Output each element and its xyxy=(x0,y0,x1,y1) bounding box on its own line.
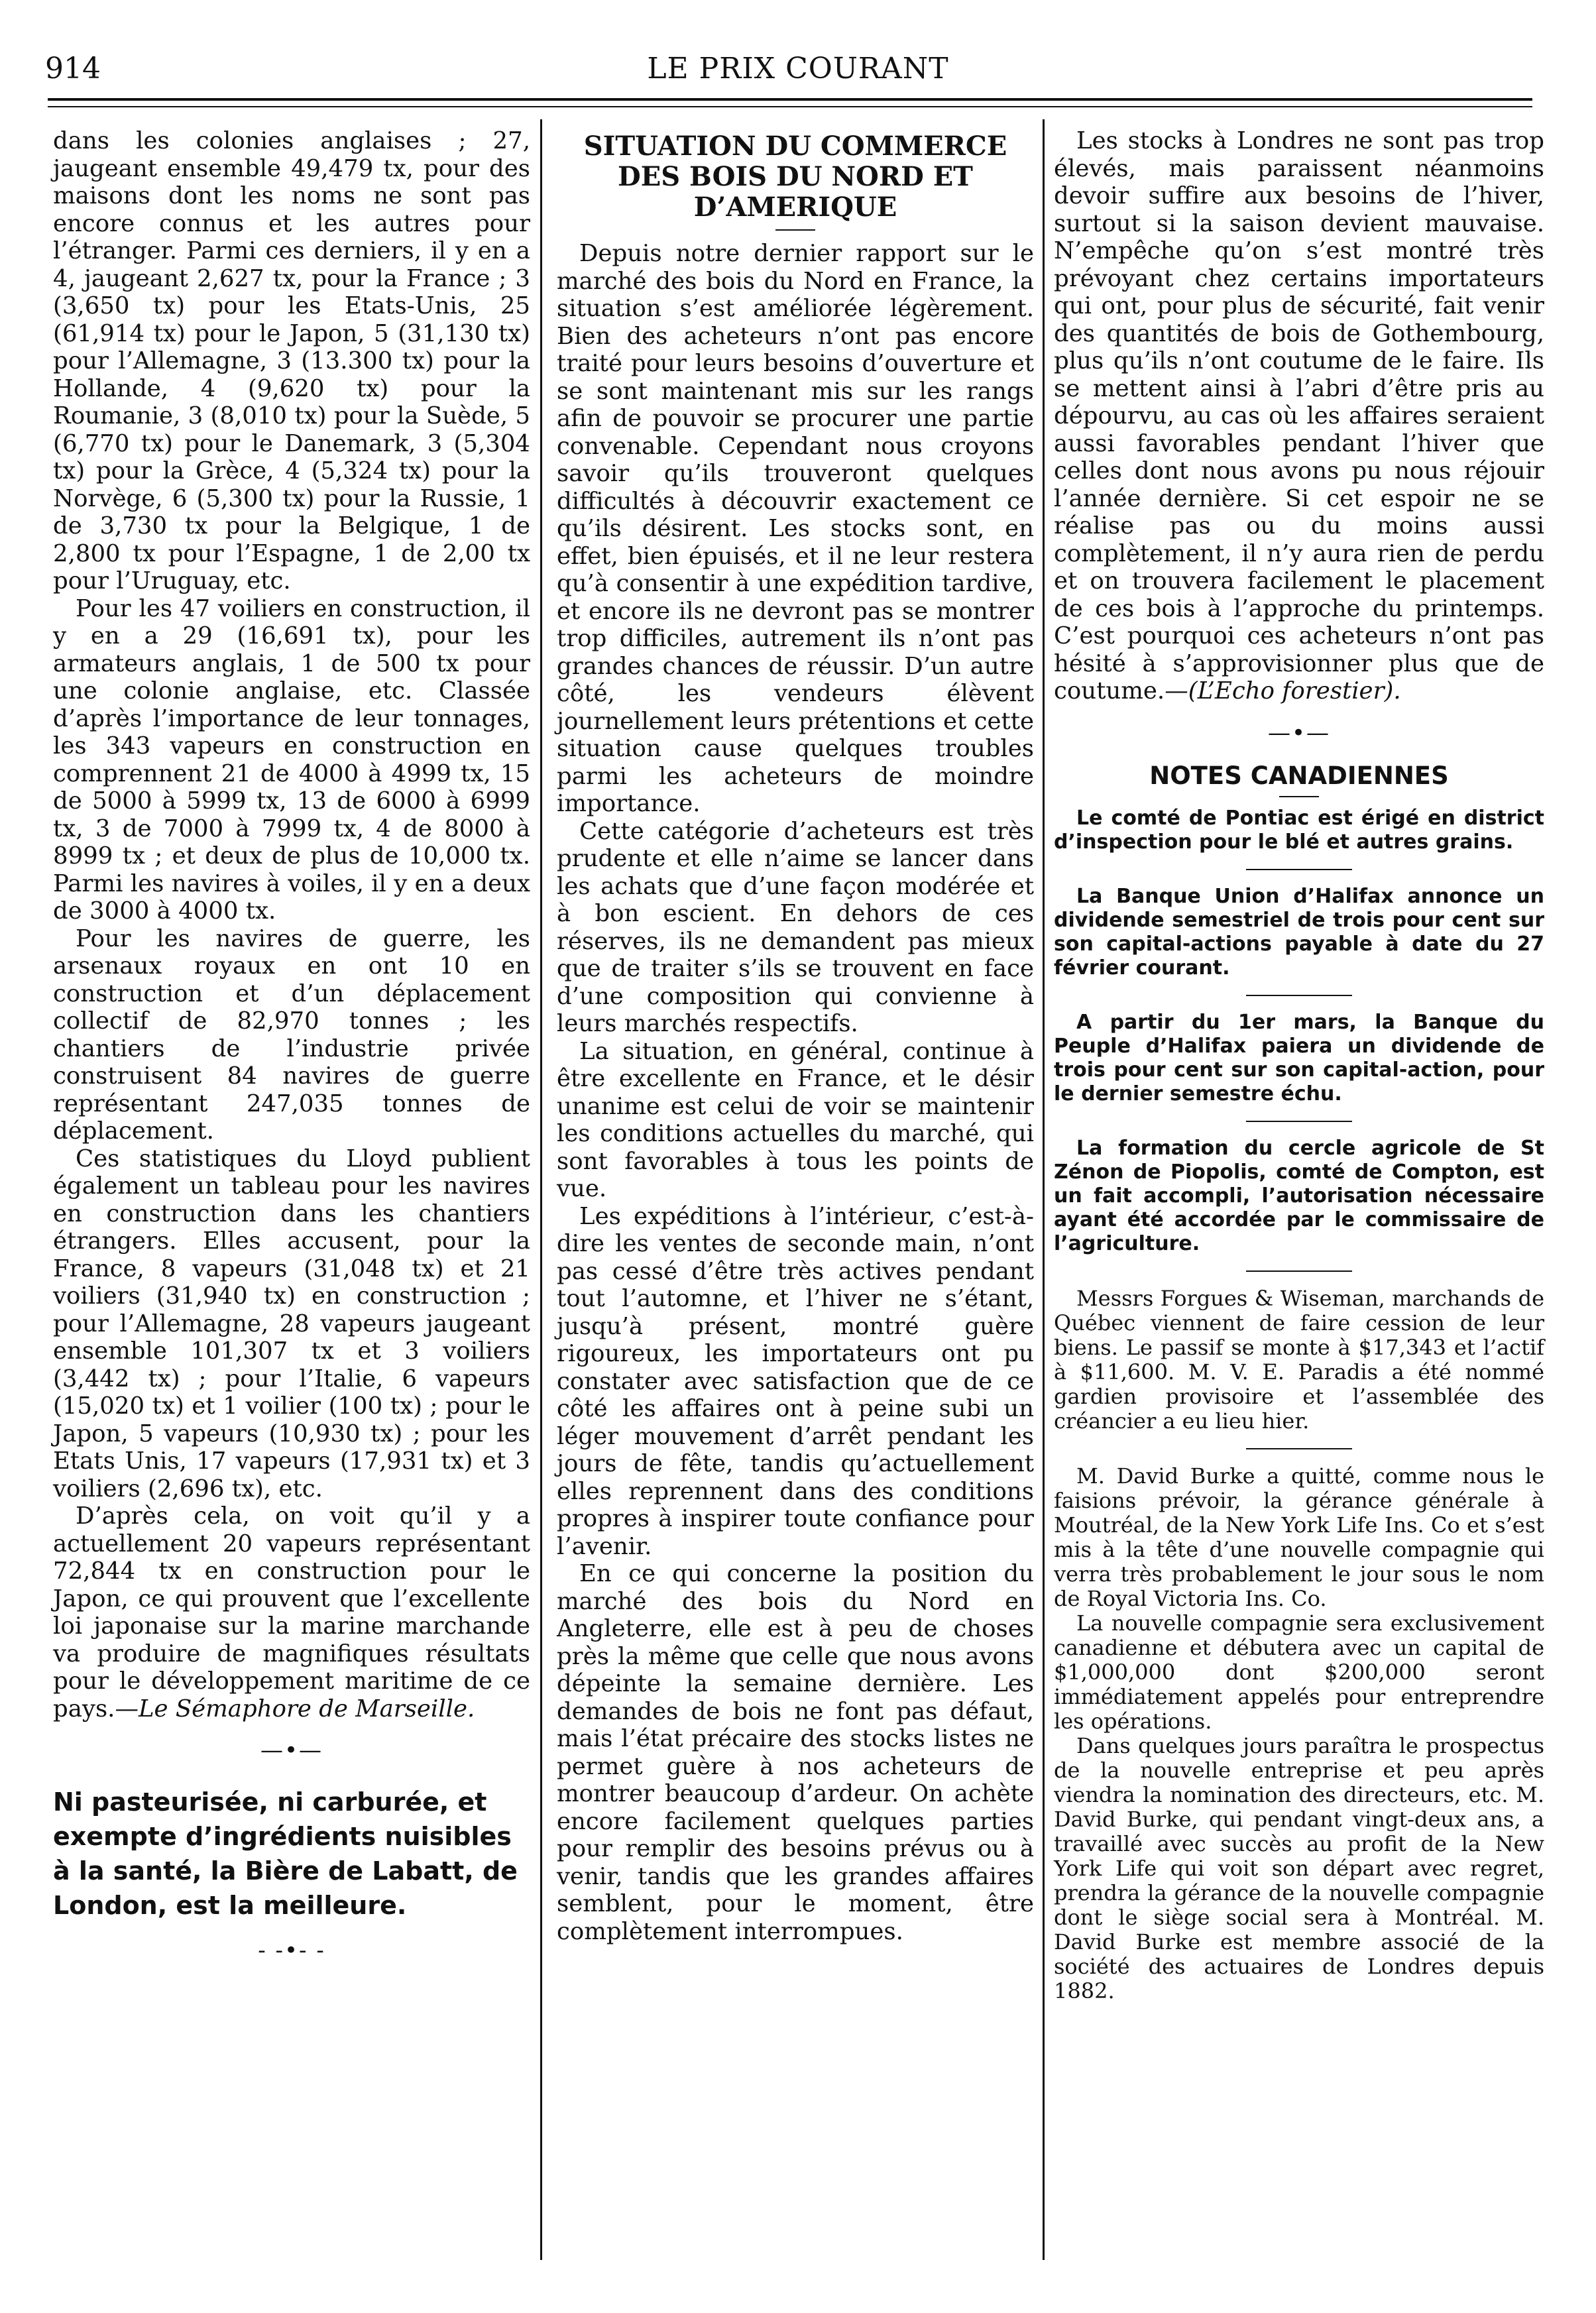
article-paragraph: Depuis notre dernier rapport sur le marché des bois du Nord en France, la situation s’est améliorée légèrement. Bien des acheteurs n’ont pas encore traité pour leurs besoins d’ouverture et se sont maintenant mis sur les rangs afin de pouvoir se procurer une partie convenable. Cependant nous croyons savoir qu’ils trouveront quelques difficultés à découvrir exactement ce qu’ils désirent. Les stocks sont, en effet, bien épuisés, et il ne leur restera qu’à consentir à une expédition tardive, et encore ils ne devront pas se montrer trop difficiles, autrement ils n’ont pas grandes chances de réussir. D’un autre côté, les vendeurs élèvent journellement leurs prétentions et cette situation cause quelques troubles parmi les acheteurs de moindre importance. xyxy=(557,240,1034,817)
column-1 xyxy=(53,127,530,1979)
article-paragraph: Pour les 47 voiliers en construction, il y en a 29 (16,691 tx), pour les armateurs anglais, 1 de 500 tx pour une colonie anglaise, etc. Classée d’après l’importance de leur tonnages, les 343 vapeurs en construction en comprennent 21 de 4000 à 4999 tx, 15 de 5000 à 5999 tx, 13 de 6000 à 6999 tx, 3 de 7000 à 7999 tx, 4 de 8000 à 8999 tx ; et deux de plus de 10,000 tx. Parmi les navires à voiles, il y en a deux de 3000 à 4000 tx. xyxy=(53,594,530,925)
ornament-divider: —•— xyxy=(1267,719,1331,746)
article-paragraph xyxy=(1054,127,1544,705)
note-separator xyxy=(1246,995,1352,996)
header-rule xyxy=(48,98,1532,101)
note-separator xyxy=(1246,1448,1352,1449)
news-note: La formation du cercle agricole de St Zénon de Piopolis, comté de Compton, est un fait accompli, l’autorisation nécessaire ayant été accordée par le commissaire de l’agriculture. xyxy=(1054,1137,1544,1255)
note-separator xyxy=(1246,1121,1352,1122)
news-note: La Banque Union d’Halifax annonce un dividende semestriel de trois pour cent sur son capital-actions payable à date du 27 février courant. xyxy=(1054,885,1544,980)
column-2 xyxy=(557,127,1034,1945)
article-paragraph: Pour les navires de guerre, les arsenaux royaux en ont 10 en construction et d’un déplacement collectif de 82,970 tonnes ; les chantiers de l’industrie privée construisent 84 navires de guerre représentant 247,035 tonnes de déplacement. xyxy=(53,925,530,1145)
article-paragraph: Cette catégorie d’acheteurs est très prudente et elle n’aime se lancer dans les achats que d’une façon modérée et à bon escient. En dehors de ces réserves, ils ne demandent pas mieux que de traiter s’ils se trouvent en face d’une composition qui convienne à leurs marchés respectifs. xyxy=(557,817,1034,1037)
heading-rule xyxy=(775,229,815,231)
article-paragraph: En ce qui concerne la position du marché des bois du Nord en Angleterre, elle est à peu de choses près la même que celle que nous avons dépeinte la semaine dernière. Les demandes de bois ne font pas défaut, mais l’état précaire des stocks listes ne permet guère à nos acheteurs de montrer beaucoup d’ardeur. On achète encore facilement quelques parties pour remplir des besoins prévus ou à venir, tandis que les grandes affaires semblent, pour le moment, être complètement interrompues. xyxy=(557,1560,1034,1945)
note-separator xyxy=(1246,1270,1352,1272)
ornament-divider: —•— xyxy=(260,1737,323,1764)
article-heading: SITUATION DU COMMERCE DES BOIS DU NORD ET D’AMERIQUE xyxy=(583,131,1007,223)
column-divider-1 xyxy=(540,119,542,2260)
news-note: Messrs Forgues & Wiseman, marchands de Québec viennent de faire cession de leur biens. Le passif se monte à $17,343 et l’actif à $11,600. M. V. E. Paradis a été nommé gardien provisoire et l’assemblée des créancier a eu lieu hier. xyxy=(1054,1286,1544,1434)
article-paragraph: Les expéditions à l’intérieur, c’est-à-dire les ventes de seconde main, n’ont pas cessé d’être très actives pendant tout l’automne, et l’hiver ne s’étant, jusqu’à présent, montré guère rigoureux, les importateurs ont pu constater avec satisfaction que de ce côté les affaires ont à peine subi un léger mouvement d’arrêt pendant les jours de fête, tandis qu’actuellement elles reprennent dans des conditions propres à inspirer toute confiance pour l’avenir. xyxy=(557,1202,1034,1560)
labatt-advertisement: Ni pasteurisée, ni carburée, et exempte d’ingrédients nuisibles à la santé, la Bière de Labatt, de London, est la meilleure. xyxy=(53,1787,518,1920)
article-paragraph: Ces statistiques du Lloyd publient également un tableau pour les navires en construction dans les chantiers étrangers. Elles accusent, pour la France, 8 vapeurs (31,048 tx) et 21 voiliers (31,940 tx) en construction ; pour l’Allemagne, 28 vapeurs jaugeant ensemble 101,307 tx et 3 voiliers (3,442 tx) ; pour l’Italie, 6 vapeurs (15,020 tx) et 1 voilier (100 tx) ; pour le Japon, 5 vapeurs (10,930 tx) ; pour les Etats Unis, 17 vapeurs (17,931 tx) et 3 voiliers (2,696 tx), etc. xyxy=(53,1145,530,1502)
page-number: 914 xyxy=(45,52,101,85)
heading-rule xyxy=(1279,796,1319,797)
note-separator xyxy=(1246,869,1352,870)
paragraph-text: Les stocks à Londres ne sont pas trop élevés, mais paraissent néanmoins devoir suffire aux besoins de l’hiver, surtout si la saison devient mauvaise. N’empêche qu’on s’est montré très prévoyant chez certains importateurs qui ont, pour plus de sécurité, fait venir des quantités de bois de Gothembourg, plus qu’ils n’ont coutume de le faire. Ils se mettent ainsi à l’abri d’être pris au dépourvu, au cas où les affaires seraient aussi favorables pendant l’hiver que celles dont nous avons pu nous réjouir l’année dernière. Si cet espoir ne se réalise pas ou du moins aussi complètement, il n’y aura rien de perdu et on trouvera facilement le placement de ces bois à l’approche du printemps. C’est pourquoi ces acheteurs n’ont pas hésité à s’approvisionner plus que de coutume. xyxy=(1054,127,1544,705)
paragraph-text: D’après cela, on voit qu’il y a actuellement 20 vapeurs représentant 72,844 tx en construction pour le Japon, ce qui prouvent que l’excellente loi japonaise sur la marine marchande va produire de magnifiques résultats pour le développement maritime de ce pays. xyxy=(53,1502,530,1722)
source-credit: —Le Sémaphore de Marseille. xyxy=(115,1695,475,1722)
burke-paragraph: M. David Burke a quitté, comme nous le faisions prévoir, la gérance générale à Moutréal, de la New York Life Ins. Co et s’est mis à la tête d’une nouvelle compagnie qui verra très probablement le jour sous le nom de Royal Victoria Ins. Co. xyxy=(1054,1463,1544,1611)
page-header xyxy=(0,0,1596,99)
source-credit: —(L’Echo forestier). xyxy=(1165,677,1401,705)
article-paragraph: La situation, en général, continue à être excellente en France, et le désir unanime est celui de voir se maintenir les conditions actuelles du marché, qui sont favorables à tous les points de vue. xyxy=(557,1037,1034,1202)
ornament-divider: - -•- - xyxy=(258,1937,325,1964)
news-note: Le comté de Pontiac est érigé en district d’inspection pour le blé et autres grains. xyxy=(1054,807,1544,854)
column-divider-2 xyxy=(1043,119,1045,2260)
column-3 xyxy=(1054,127,1544,2003)
article-paragraph xyxy=(53,1502,530,1722)
header-rule-thin xyxy=(48,106,1532,107)
news-note: A partir du 1er mars, la Banque du Peuple d’Halifax paiera un dividende de trois pour cent sur son capital-action, pour le dernier semestre échu. xyxy=(1054,1011,1544,1105)
article-paragraph: dans les colonies anglaises ; 27, jaugeant ensemble 49,479 tx, pour des maisons dont les noms ne sont pas encore connus et les autres pour l’étranger. Parmi ces derniers, il y en a 4, jaugeant 2,627 tx, pour la France ; 3 (3,650 tx) pour les Etats-Unis, 25 (61,914 tx) pour le Japon, 5 (31,130 tx) pour l’Allemagne, 3 (13.300 tx) pour la Hollande, 4 (9,620 tx) pour la Roumanie, 3 (8,010 tx) pour la Suède, 5 (6,770 tx) pour le Danemark, 3 (5,304 tx) pour la Grèce, 4 (5,324 tx) pour la Norvège, 6 (5,300 tx) pour la Russie, 1 de 3,730 tx pour la Belgique, 1 de 2,800 tx pour l’Espagne, 1 de 2,00 tx pour l’Uruguay, etc. xyxy=(53,127,530,594)
running-title: LE PRIX COURANT xyxy=(647,52,949,85)
section-heading: NOTES CANADIENNES xyxy=(1149,762,1449,790)
burke-paragraph: La nouvelle compagnie sera exclusivement canadienne et débutera avec un capital de $1,000,000 dont $200,000 seront immédiatement appelés pour entreprendre les opérations. xyxy=(1054,1610,1544,1734)
burke-paragraph: Dans quelques jours paraîtra le prospectus de la nouvelle entreprise et peu après viendra la nomination des directeurs, etc. M. David Burke, qui pendant vingt-deux ans, a travaillé avec succès au profit de la New York Life qui voit son départ avec regret, prendra la gérance de la nouvelle compagnie dont le siège social sera à Montréal. M. David Burke est membre associé de la société des actuaires de Londres depuis 1882. xyxy=(1054,1733,1544,2003)
